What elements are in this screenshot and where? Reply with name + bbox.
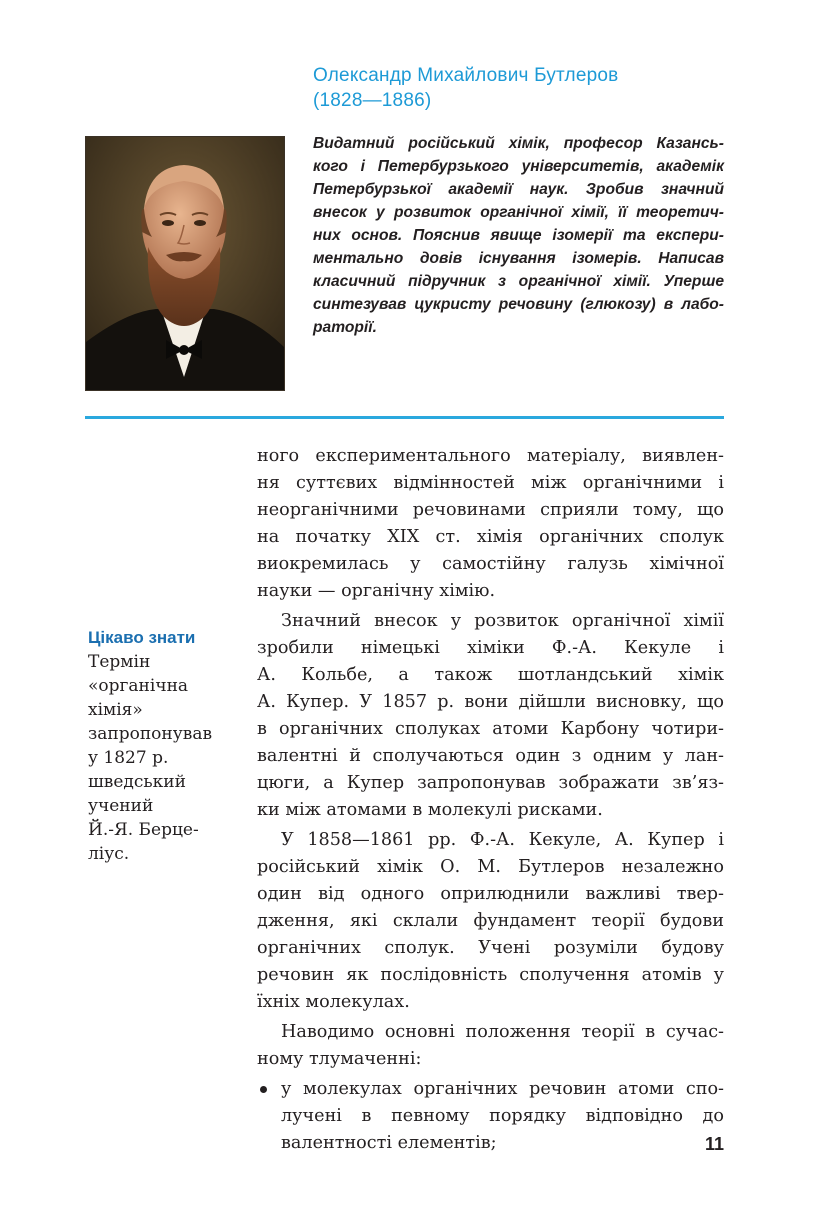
bio-line: кого і Петербурзького університетів, академік [313, 158, 724, 175]
text-line: в органічних сполуках атоми Карбону чотири- [257, 719, 724, 739]
side-note-line: Термін [88, 652, 151, 672]
bullet-item [257, 1076, 724, 1157]
side-note-line: Й.-Я. Берце- [88, 820, 199, 840]
bio-line: Видатний російський хімік, професор Казансь- [313, 135, 724, 152]
bio-line: Петербурзької академії наук. Зробив значний [313, 181, 724, 198]
text-line: ному тлумаченні: [257, 1049, 422, 1069]
side-note-line: у 1827 р. [88, 748, 169, 768]
side-note-line: шведський [88, 772, 186, 792]
side-note [88, 626, 228, 866]
text-line: А. Кольбе, а також шотландський хімік [257, 665, 724, 685]
text-line: ня суттєвих відмінностей між органічними і [257, 473, 724, 493]
text-line: речовин як послідовність сполучення атомів у [257, 965, 724, 985]
text-line: валентності елементів; [281, 1133, 497, 1153]
section-divider [85, 416, 724, 419]
bio-line: них основ. Пояснив явище ізомерії та експери- [313, 227, 724, 244]
text-line: на початку XIX ст. хімія органічних сполук [257, 527, 724, 547]
text-line: російський хімік О. М. Бутлеров незалежно [257, 857, 724, 877]
text-line: органічних сполук. Учені розуміли будову [257, 938, 724, 958]
text-line: цюги, а Купер запропонував зображати зв’яз- [257, 773, 724, 793]
side-note-line: хімія» [88, 700, 143, 720]
side-note-line: «органічна [88, 676, 189, 696]
bio-line: раторії. [313, 319, 377, 336]
text-line: У 1858—1861 рр. Ф.-А. Кекуле, А. Купер і [281, 830, 724, 850]
text-line: їхніх молекулах. [257, 992, 410, 1012]
side-note-line: ліус. [88, 844, 130, 864]
text-line: ки між атомами в молекулі рисками. [257, 800, 603, 820]
portrait-image [85, 136, 285, 391]
text-line: неорганічними речовинами сприяли тому, що [257, 500, 724, 520]
bio-line: синтезував цукристу речовину (глюкозу) в лабо- [313, 296, 724, 313]
text-line: А. Купер. У 1857 р. вони дійшли висновку, що [257, 692, 724, 712]
bio-years: (1828—1886) [313, 90, 432, 111]
text-line: дження, які склали фундамент теорії будови [257, 911, 724, 931]
paragraph-2 [257, 608, 724, 824]
main-body-text [257, 443, 724, 1157]
page-number: 11 [704, 1134, 724, 1154]
paragraph-4 [257, 1019, 724, 1073]
text-line: ного експериментального матеріалу, виявлен- [257, 446, 724, 466]
butlerov-portrait-illustration [86, 137, 284, 390]
bullet-icon [260, 1086, 267, 1093]
side-note-body [88, 650, 228, 866]
text-line: науки — органічну хімію. [257, 581, 496, 601]
bio-line: внесок у розвиток органічної хімії, її теоретич- [313, 204, 724, 221]
side-note-title: Цікаво знати [88, 628, 196, 647]
bio-line: ментально довів існування ізомерів. Написав [313, 250, 724, 267]
text-line: виокремилась у самостійну галузь хімічної [257, 554, 724, 574]
bio-name: Олександр Михайлович Бутлеров [313, 65, 619, 86]
text-line: Значний внесок у розвиток органічної хімії [281, 611, 724, 631]
text-line: Наводимо основні положення теорії в сучас- [281, 1022, 724, 1042]
text-line: лучені в певному порядку відповідно до [281, 1106, 724, 1126]
text-line: один від одного оприлюднили важливі твер- [257, 884, 724, 904]
side-note-line: учений [88, 796, 154, 816]
paragraph-1 [257, 443, 724, 605]
bio-line: класичний підручник з органічної хімії. Уперше [313, 273, 724, 290]
text-line: валентні й сполучаються один з одним у лан- [257, 746, 724, 766]
side-note-line: запропонував [88, 724, 213, 744]
text-line: зробили німецькі хіміки Ф.-А. Кекуле і [257, 638, 724, 658]
text-line: у молекулах органічних речовин атоми спо- [281, 1079, 724, 1099]
paragraph-3 [257, 827, 724, 1016]
bio-description [313, 132, 724, 339]
bio-name-heading [313, 63, 733, 113]
